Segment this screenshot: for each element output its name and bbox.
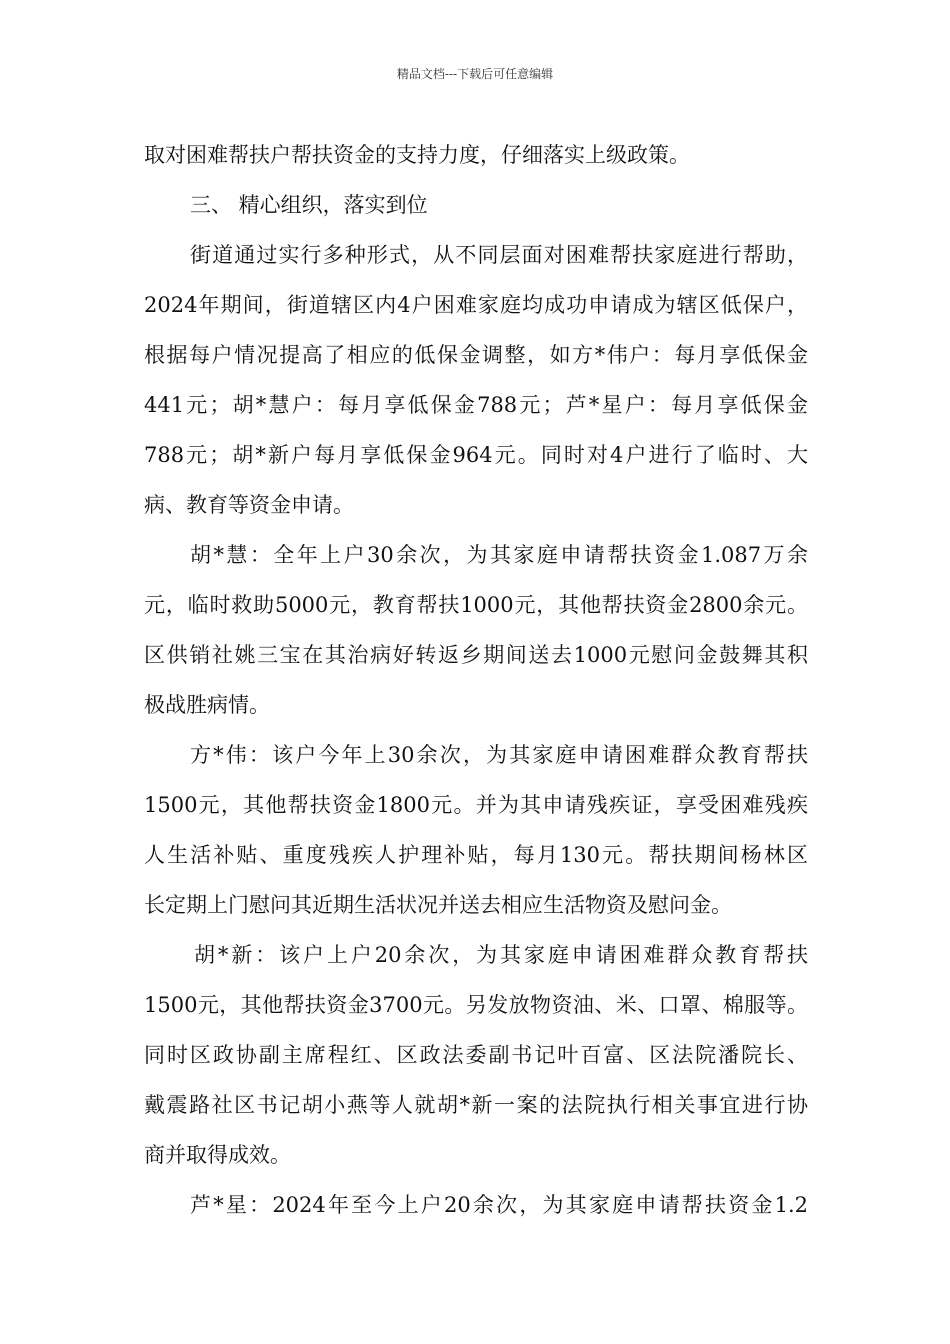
text-line: 芦*星：2024年至今上户20余次，为其家庭申请帮扶资金1.2	[190, 1193, 808, 1217]
text-line: 1500元，其他帮扶资金3700元。另发放物资油、米、口罩、棉服等。	[144, 993, 808, 1017]
section-heading: 三、 精心组织，落实到位	[190, 193, 428, 217]
text-line: 胡*新：该户上户20余次，为其家庭申请困难群众教育帮扶	[194, 943, 808, 967]
text-line: 方*伟：该户今年上30余次，为其家庭申请困难群众教育帮扶	[190, 743, 808, 767]
text-line: 2024年期间，街道辖区内4户困难家庭均成功申请成为辖区低保户，	[144, 293, 808, 317]
text-line: 街道通过实行多种形式，从不同层面对困难帮扶家庭进行帮助，	[190, 243, 808, 267]
text-line: 区供销社姚三宝在其治病好转返乡期间送去1000元慰问金鼓舞其积	[144, 643, 808, 667]
page-header: 精品文档---下载后可任意编辑	[396, 67, 554, 81]
text-line: 根据每户情况提高了相应的低保金调整，如方*伟户：每月享低保金	[144, 343, 808, 367]
text-line: 788元；胡*新户每月享低保金964元。同时对4户进行了临时、大	[144, 443, 808, 467]
text-line: 极战胜病情。	[144, 693, 270, 717]
text-line: 商并取得成效。	[144, 1143, 291, 1167]
text-line: 胡*慧：全年上户30余次，为其家庭申请帮扶资金1.087万余	[190, 543, 808, 567]
text-line: 1500元，其他帮扶资金1800元。并为其申请残疾证，享受困难残疾	[144, 793, 808, 817]
text-line: 同时区政协副主席程红、区政法委副书记叶百富、区法院潘院长、	[144, 1043, 808, 1067]
text-line: 人生活补贴、重度残疾人护理补贴，每月130元。帮扶期间杨林区	[144, 843, 808, 867]
document-body	[144, 130, 808, 1230]
text-line: 病、教育等资金申请。	[144, 493, 354, 517]
text-line: 取对困难帮扶户帮扶资金的支持力度，仔细落实上级政策。	[144, 143, 690, 167]
text-line: 元，临时救助5000元，教育帮扶1000元，其他帮扶资金2800余元。	[144, 593, 808, 617]
text-line: 441元；胡*慧户：每月享低保金788元；芦*星户：每月享低保金	[144, 393, 808, 417]
text-line: 戴震路社区书记胡小燕等人就胡*新一案的法院执行相关事宜进行协	[144, 1093, 808, 1117]
text-line: 长定期上门慰问其近期生活状况并送去相应生活物资及慰问金。	[144, 893, 732, 917]
